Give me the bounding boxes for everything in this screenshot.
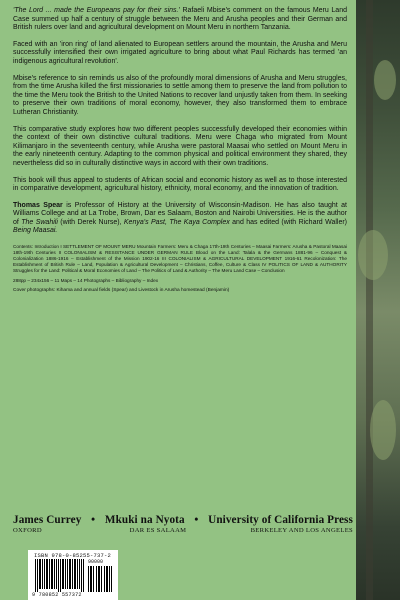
book-title: The Swahili: [21, 218, 58, 226]
blurb-paragraph-1: [13, 7, 347, 33]
blurb-paragraph-5: This book will thus appeal to students of African social and economic history as well as to those interested in comparative development, agricultural history, ethnicity, moral economy, and the innovation of tradition.: [13, 176, 347, 193]
city-2: DAR ES SALAAM: [129, 527, 187, 534]
foliage: [358, 230, 388, 280]
addon-bars: [88, 566, 113, 592]
foliage: [370, 400, 396, 460]
table-of-contents: Contents: Introduction I SETTLEMENT OF MOUNT MERU Mountain Farmers: Meru & Chaga 17th-19th Centuries – Maasai Farmers: Arusha & Pastoral Maasai 18th-19th Centuries II COLONIALISM & RESISTANCE UNDER GERMAN RULE Blood on the Land: Talala & the Germans 1881-96 – Conquest & Colonialization 1886-1916 – Establishment of the Mission 1902-16 III COLONIALISM & AGRICULTURAL DEVELOPMENT 1916-61 Recolonization: The Establishment of British Rule – Land, Population & Agricultural Development – Christians, Coffee, Culture & Class IV POLITICS OF LAND & AUTHORITY Struggles for the Land: Political & Moral Economies of Land – The Politics of Land & Authority – The Meru Land Case – Conclusion: [13, 244, 347, 274]
city-3: BERKELEY AND LOS ANGELES: [250, 527, 353, 534]
quote: 'The Lord ... made the Europeans pay for their sins.': [13, 7, 180, 14]
foliage: [374, 60, 396, 100]
separator-bullet: •: [91, 514, 96, 526]
price-addon: 90000: [88, 559, 104, 565]
publisher-1: James Currey: [13, 514, 82, 526]
quote-context: Rafaeli Mbise's comment on the famous Meru Land Case summed up half a century of struggle between the Meru and Arusha peoples and their German and British rulers over land and agricultural development on Mount Meru in northern Tanzania.: [13, 7, 347, 32]
publisher-3: University of California Press: [208, 514, 353, 526]
author-bio-text: (with Derek Nurse),: [57, 218, 124, 226]
book-title: Being Maasai.: [13, 227, 58, 235]
blurb-paragraph-3: Mbise's reference to sin reminds us also of the profoundly moral dimensions of Arusha and Meru struggles, from the time Arusha killed the first missionaries to settle among them to preserve the land from pollution to the time the Meru took the British to the United Nations to recover land unjustly taken from them. In seeking to preserve their own traditions of moral economy, however, they also transformed them to embrace Lutheran Christianity.: [13, 74, 347, 116]
publisher-2: Mkuki na Nyota: [104, 514, 185, 526]
barcode-bars: [35, 559, 85, 592]
isbn-label: ISBN 978-0-85255-737-2: [34, 552, 112, 559]
blurb-paragraph-4: This comparative study explores how two different peoples successfully developed their economies within the context of their own distinctive cultural traditions. Meru were Chaga who migrated from Mount Kilimanjaro in the seventeenth century, while Arusha were pastoral Maasai who settled on Mount Meru in the early nineteenth century. Adapting to the common physical and political environment they shared, they nevertheless did so in culturally distinctive ways in accord with their own traditions.: [13, 125, 347, 167]
author-name: Thomas Spear: [13, 201, 63, 209]
book-specs: 288pp – 234x156 – 11 Maps – 14 Photographs – Bibliography – Index: [13, 278, 159, 284]
photo-credits: Cover photographs: Kihama and annual fields (Spear) and Livestock in Arusha homestead (Benjamin): [13, 288, 230, 294]
book-title: Kenya's Past, The Kaya Complex: [123, 218, 230, 226]
barcode: [28, 550, 118, 600]
blurb-text: [13, 7, 347, 300]
tree-trunk: [366, 0, 373, 600]
blurb-paragraph-2: Faced with an 'iron ring' of land alienated to European settlers around the mountain, the Arusha and Meru successfully intensified their own irrigated agriculture to bring about what Paul Richards has termed 'an indigenous agricultural revolution'.: [13, 40, 347, 65]
author-bio-text: and has edited (with Richard Waller): [229, 218, 347, 226]
author-bio-text: is Professor of History at the University of Wisconsin-Madison. He has also taught at Williams College and at La Trobe, Brown, Dar es Salaam, Boston and Nairobi Universities. He is the author of: [13, 201, 347, 226]
publishers: [13, 514, 353, 534]
publisher-names: [13, 514, 353, 526]
separator-bullet: •: [194, 514, 199, 526]
publisher-cities: [13, 527, 353, 534]
author-bio: [13, 202, 347, 236]
city-1: OXFORD: [13, 527, 42, 534]
cover-photo-strip: [356, 0, 400, 600]
ean-number: 9 780852 557372: [32, 592, 82, 598]
